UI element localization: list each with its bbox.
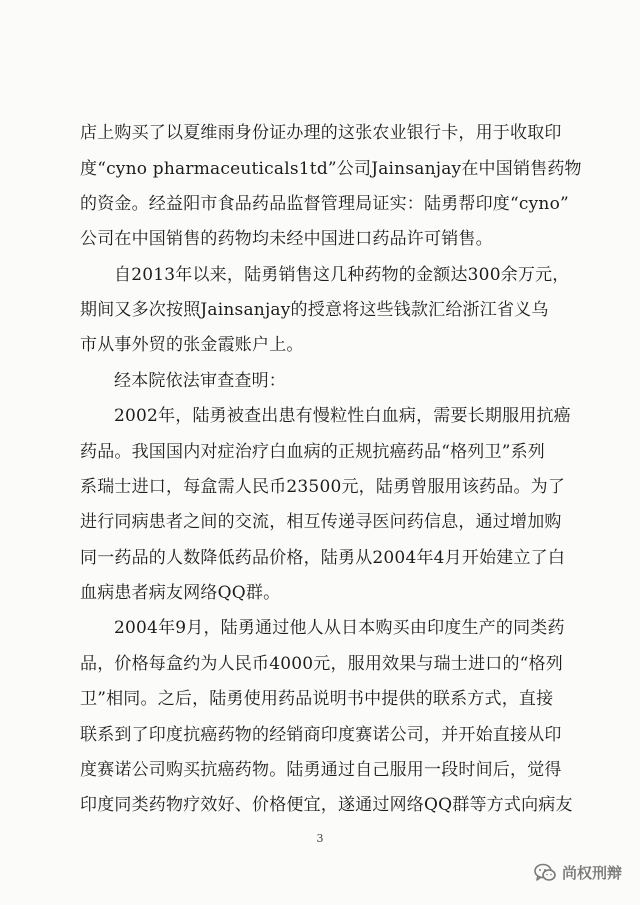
text-line: 品，价格每盒约为人民币4000元，服用效果与瑞士进口的“格列 [80,654,563,674]
text-line: 市从事外贸的张金霞账户上。 [80,335,304,355]
text-line: 印度同类药物疗效好、价格便宜，遂通过网络QQ群等方式向病友 [80,795,573,815]
text-line: 度赛诺公司购买抗癌药物。陆勇通过自己服用一段时间后，觉得 [80,760,562,780]
text-line: 经本院依法审查查明： [114,371,286,391]
watermark-text: 尚权刑辩 [561,864,622,882]
text-line: 卫”相同。之后，陆勇使用药品说明书中提供的联系方式，直接 [80,689,554,709]
text-line: 系瑞士进口，每盒需人民币23500元，陆勇曾服用该药品。为了 [80,477,566,497]
text-line: 联系到了印度抗癌药物的经销商印度赛诺公司，并开始直接从印 [80,725,562,745]
text-line: 自2013年以来，陆勇销售这几种药物的金额达300余万元， [114,265,570,285]
page-number: 3 [316,832,324,845]
text-line: 进行同病患者之间的交流，相互传递寻医问药信息，通过增加购 [80,512,562,532]
wechat-icon [534,863,556,883]
text-line: 度“cyno pharmaceuticals1td”公司Jainsanjay在中国销售药物 [80,159,582,179]
text-line: 2002年，陆勇被查出患有慢粒性白血病，需要长期服用抗癌 [114,406,571,426]
text-line: 药品。我国国内对症治疗白血病的正规抗癌药品“格列卫”系列 [80,442,545,462]
text-line: 公司在中国销售的药物均未经中国进口药品许可销售。 [80,229,493,249]
text-line: 2004年9月，陆勇通过他人从日本购买由印度生产的同类药 [114,618,565,638]
text-line: 店上购买了以夏维雨身份证办理的这张农业银行卡，用于收取印 [80,123,562,143]
watermark [534,862,622,883]
text-line: 同一药品的人数降低药品价格，陆勇从2004年4月开始建立了白 [80,548,566,568]
text-line: 的资金。经益阳市食品药品监督管理局证实：陆勇帮印度“cyno” [80,194,569,214]
text-line: 期间又多次按照Jainsanjay的授意将这些钱款汇给浙江省义乌 [80,300,549,320]
text-line: 血病患者病友网络QQ群。 [80,583,281,603]
